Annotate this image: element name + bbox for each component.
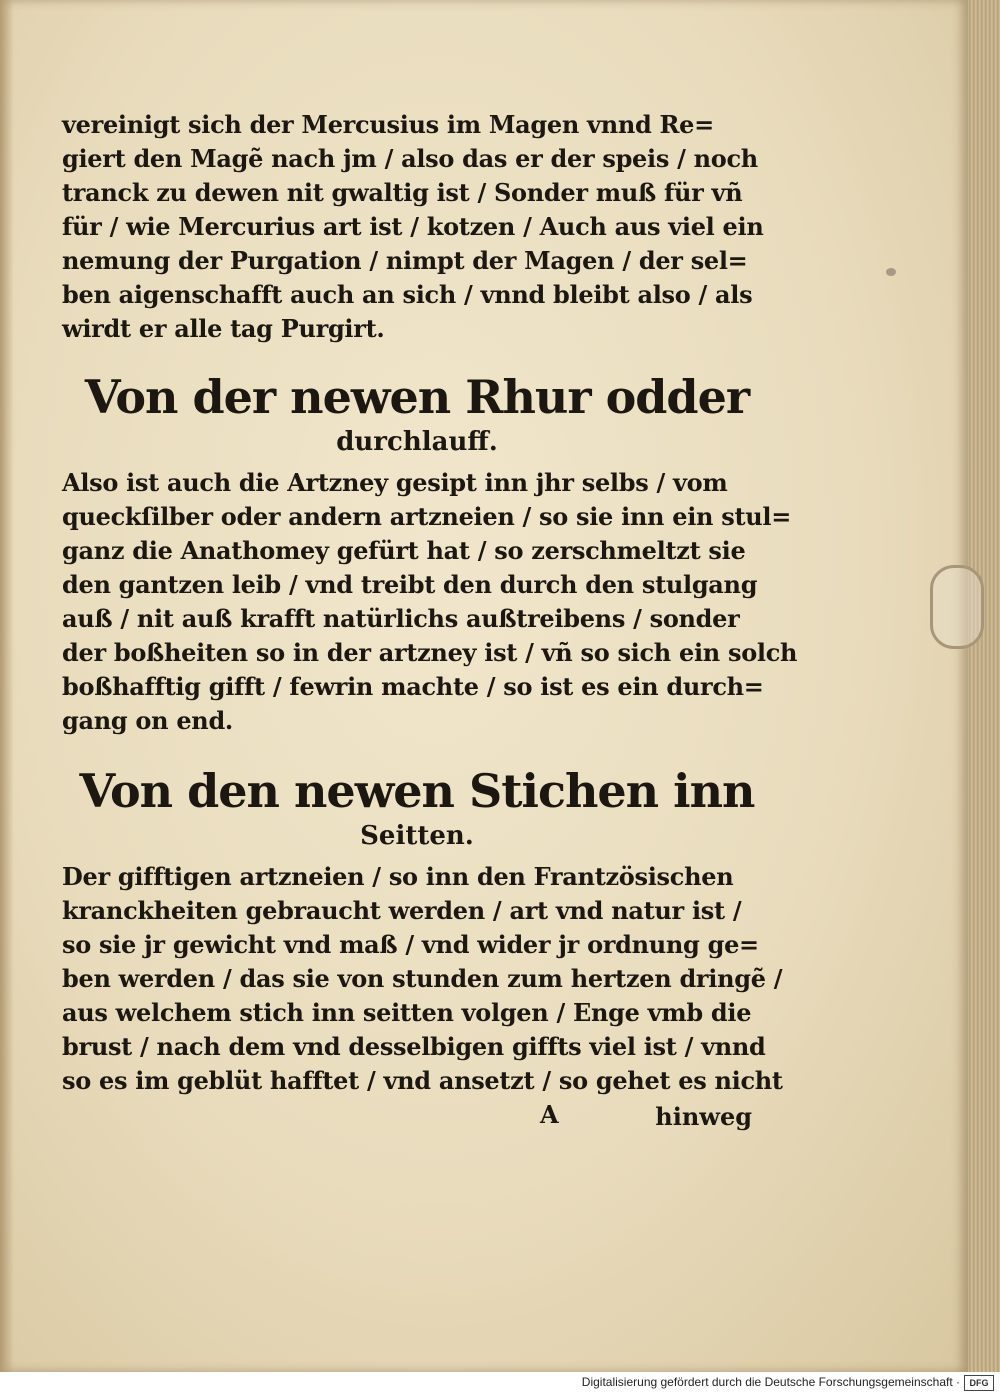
signature-mark: A	[540, 1100, 559, 1129]
paper-clip-mark	[930, 565, 984, 649]
paragraph-top	[62, 108, 772, 346]
catchword: hinweg	[655, 1102, 752, 1131]
section-subheading-seitten: Seitten.	[360, 821, 474, 851]
page-gutter	[0, 0, 14, 1372]
text-line: so sie jr gewicht vnd maß / vnd wider jr ordnung ge=	[62, 930, 759, 959]
section-subheading-durchlauff: durchlauff.	[336, 427, 498, 457]
paragraph-middle	[62, 466, 798, 738]
text-line: gang on end.	[62, 706, 233, 735]
text-line: kranckheiten gebraucht werden / art vnd natur ist /	[62, 896, 742, 925]
text-line: brust / nach dem vnd desselbigen giffts viel ist / vnnd	[62, 1032, 766, 1061]
text-line: Also ist auch die Artzney gesipt inn jhr selbs / vom	[62, 468, 728, 497]
text-line: aus welchem stich inn seitten volgen / Enge vmb die	[62, 998, 752, 1027]
text-line: ben aigenschafft auch an sich / vnnd bleibt also / als	[62, 280, 753, 309]
text-line: boßhafftig gifft / fewrin machte / so ist es ein durch=	[62, 672, 764, 701]
dfg-logo: DFG	[964, 1375, 994, 1391]
text-line: für / wie Mercurius art ist / kotzen / Auch aus viel ein	[62, 212, 764, 241]
page-foot	[62, 1098, 772, 1138]
text-line: Der gifftigen artzneien / so inn den Frantzösischen	[62, 862, 734, 891]
text-line: auß / nit auß krafft natürlichs außtreibens / sonder	[62, 604, 740, 633]
text-line: nemung der Purgation / nimpt der Magen / der sel=	[62, 246, 748, 275]
text-line: queckſilber oder andern artzneien / so sie inn ein stul=	[62, 502, 792, 531]
text-line: den gantzen leib / vnd treibt den durch den stulgang	[62, 570, 758, 599]
paragraph-bottom	[62, 860, 783, 1098]
digitization-footer	[0, 1372, 1000, 1392]
text-line: so es im geblüt hafftet / vnd ansetzt / so gehet es nicht	[62, 1066, 783, 1095]
page-text	[62, 108, 798, 1138]
text-line: ben werden / das sie von stunden zum hertzen dringẽ /	[62, 964, 783, 993]
text-line: giert den Magẽ nach jm / also das er der speis / noch	[62, 144, 758, 173]
section-heading-rhur: Von der newen Rhur odder	[84, 370, 750, 424]
text-line: ganz die Anathomey gefürt hat / so zerschmeltzt sie	[62, 536, 746, 565]
ink-smudge	[886, 268, 896, 276]
text-line: wirdt er alle tag Purgirt.	[62, 314, 385, 343]
text-line: der boßheiten so in der artzney ist / vñ so sich ein solch	[62, 638, 798, 667]
text-line: tranck zu dewen nit gwaltig ist / Sonder muß für vñ	[62, 178, 743, 207]
section-heading-stichen: Von den newen Stichen inn	[79, 764, 755, 818]
footer-credit: Digitalisierung gefördert durch die Deutsche Forschungsgemeinschaft ·	[581, 1375, 960, 1389]
text-line: vereinigt sich der Mercusius im Magen vnnd Re=	[62, 110, 714, 139]
